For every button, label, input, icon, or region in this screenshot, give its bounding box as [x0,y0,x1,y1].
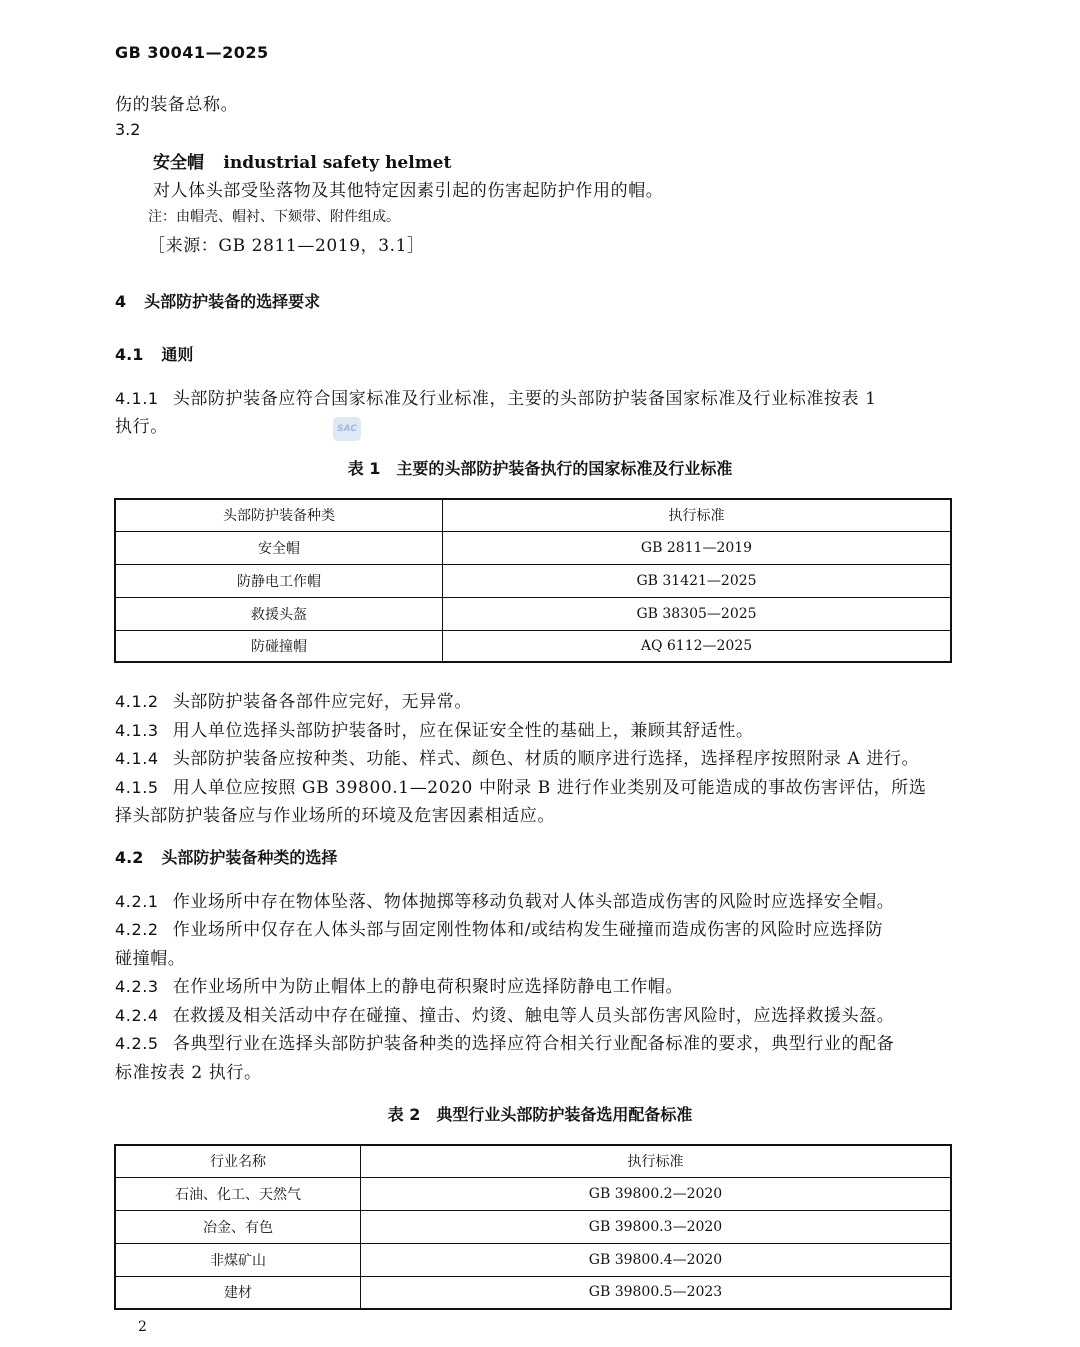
subsection-4-1-heading [115,342,193,365]
section-number: 4 [115,292,127,311]
table-row [115,630,951,662]
table-cell: 防碰撞帽 [115,630,443,662]
subsection-4-2-heading [115,845,337,868]
clause-text: 头部防护装备应按种类、功能、样式、颜色、材质的顺序进行选择，选择程序按照附录 A 进行。 [172,749,920,769]
clause-number: 4.1.2 [115,692,159,711]
table-header-row [115,1145,951,1177]
section-4-heading [115,289,320,312]
clause-4-1-4 [115,744,919,769]
clause-number: 4.1.4 [115,749,159,768]
clause-number: 4.2.2 [115,920,159,939]
table-cell: GB 39800.4—2020 [361,1243,952,1276]
term-number: 3.2 [115,120,141,139]
table-2-caption: 表 2 典型行业头部防护装备选用配备标准 [387,1105,693,1124]
page-number: 2 [138,1319,147,1335]
clause-text: 头部防护装备应符合国家标准及行业标准，主要的头部防护装备国家标准及行业标准按表 1 [172,389,877,409]
table-cell: GB 39800.3—2020 [361,1210,952,1243]
section-title: 头部防护装备的选择要求 [144,292,321,311]
table-header-cell: 头部防护装备种类 [115,499,443,531]
clause-4-2-2 [115,915,883,940]
clause-4-2-4 [115,1001,894,1026]
clause-text: 作业场所中仅存在人体头部与固定刚性物体和/或结构发生碰撞而造成伤害的风险时应选择防 [172,920,884,940]
clause-4-1-3 [115,716,754,741]
term-heading [153,148,451,173]
table-cell: 救援头盔 [115,597,443,630]
table-cell: 冶金、有色 [115,1210,361,1243]
clause-number: 4.1.5 [115,778,159,797]
clause-4-1-5 [115,773,926,798]
term-name-en: industrial safety helmet [223,153,452,173]
table-row [115,1177,951,1210]
clause-4-2-5-continuation: 标准按表 2 执行。 [115,1063,262,1083]
clause-4-1-1 [115,384,877,409]
clause-number: 4.2.3 [115,977,159,996]
clause-text: 用人单位选择头部防护装备时，应在保证安全性的基础上，兼顾其舒适性。 [172,721,754,741]
clause-text: 各典型行业在选择头部防护装备种类的选择应符合相关行业配备标准的要求，典型行业的配备 [172,1034,895,1054]
table-row [115,597,951,630]
clause-text: 用人单位应按照 GB 39800.1—2020 中附录 B 进行作业类别及可能造成的事故伤害评估，所选 [172,778,927,798]
clause-text: 头部防护装备各部件应完好，无异常。 [172,692,472,712]
clause-number: 4.1.1 [115,389,159,408]
table-cell: GB 39800.5—2023 [361,1276,952,1309]
table-row [115,1210,951,1243]
clause-4-1-5-continuation: 择头部防护装备应与作业场所的环境及危害因素相适应。 [115,806,555,826]
clause-4-2-5 [115,1029,894,1054]
table-cell: GB 38305—2025 [443,597,952,630]
table-row [115,564,951,597]
clause-number: 4.2.5 [115,1034,159,1053]
table-2 [114,1144,952,1310]
table-1-caption: 表 1 主要的头部防护装备执行的国家标准及行业标准 [347,459,733,478]
table-row [115,1276,951,1309]
standard-number: GB 30041—2025 [115,43,269,62]
clause-4-1-2 [115,687,472,712]
table-cell: 防静电工作帽 [115,564,443,597]
table-cell: GB 39800.2—2020 [361,1177,952,1210]
clause-number: 4.1.3 [115,721,159,740]
clause-number: 4.2.4 [115,1006,159,1025]
sac-watermark-logo: SAC [333,417,361,441]
term-source: ［来源：GB 2811—2019，3.1］ [148,236,425,256]
clause-text: 在救援及相关活动中存在碰撞、撞击、灼烫、触电等人员头部伤害风险时，应选择救援头盔。 [172,1006,895,1026]
clause-4-2-2-continuation: 碰撞帽。 [115,949,186,969]
continuation-text: 伤的装备总称。 [115,95,239,115]
table-cell: GB 31421—2025 [443,564,952,597]
clause-text: 作业场所中存在物体坠落、物体抛掷等移动负载对人体头部造成伤害的风险时应选择安全帽。 [172,892,895,912]
table-header-row [115,499,951,531]
table-cell: GB 2811—2019 [443,531,952,564]
term-name-zh: 安全帽 [153,153,204,173]
table-cell: 安全帽 [115,531,443,564]
subsection-number: 4.2 [115,848,144,867]
subsection-title: 头部防护装备种类的选择 [161,848,338,867]
clause-4-1-1-continuation: 执行。 [115,417,168,437]
clause-4-2-1 [115,887,894,912]
table-header-cell: 执行标准 [361,1145,952,1177]
table-header-cell: 执行标准 [443,499,952,531]
table-row [115,1243,951,1276]
table-cell: 石油、化工、天然气 [115,1177,361,1210]
term-note: 注：由帽壳、帽衬、下颏带、附件组成。 [148,209,400,225]
table-row [115,531,951,564]
subsection-title: 通则 [161,345,194,364]
clause-text: 在作业场所中为防止帽体上的静电荷积聚时应选择防静电工作帽。 [172,977,684,997]
table-header-cell: 行业名称 [115,1145,361,1177]
subsection-number: 4.1 [115,345,144,364]
clause-4-2-3 [115,972,683,997]
term-definition: 对人体头部受坠落物及其他特定因素引起的伤害起防护作用的帽。 [153,181,664,201]
table-cell: 非煤矿山 [115,1243,361,1276]
clause-number: 4.2.1 [115,892,159,911]
table-cell: AQ 6112—2025 [443,630,952,662]
table-1 [114,498,952,663]
table-cell: 建材 [115,1276,361,1309]
